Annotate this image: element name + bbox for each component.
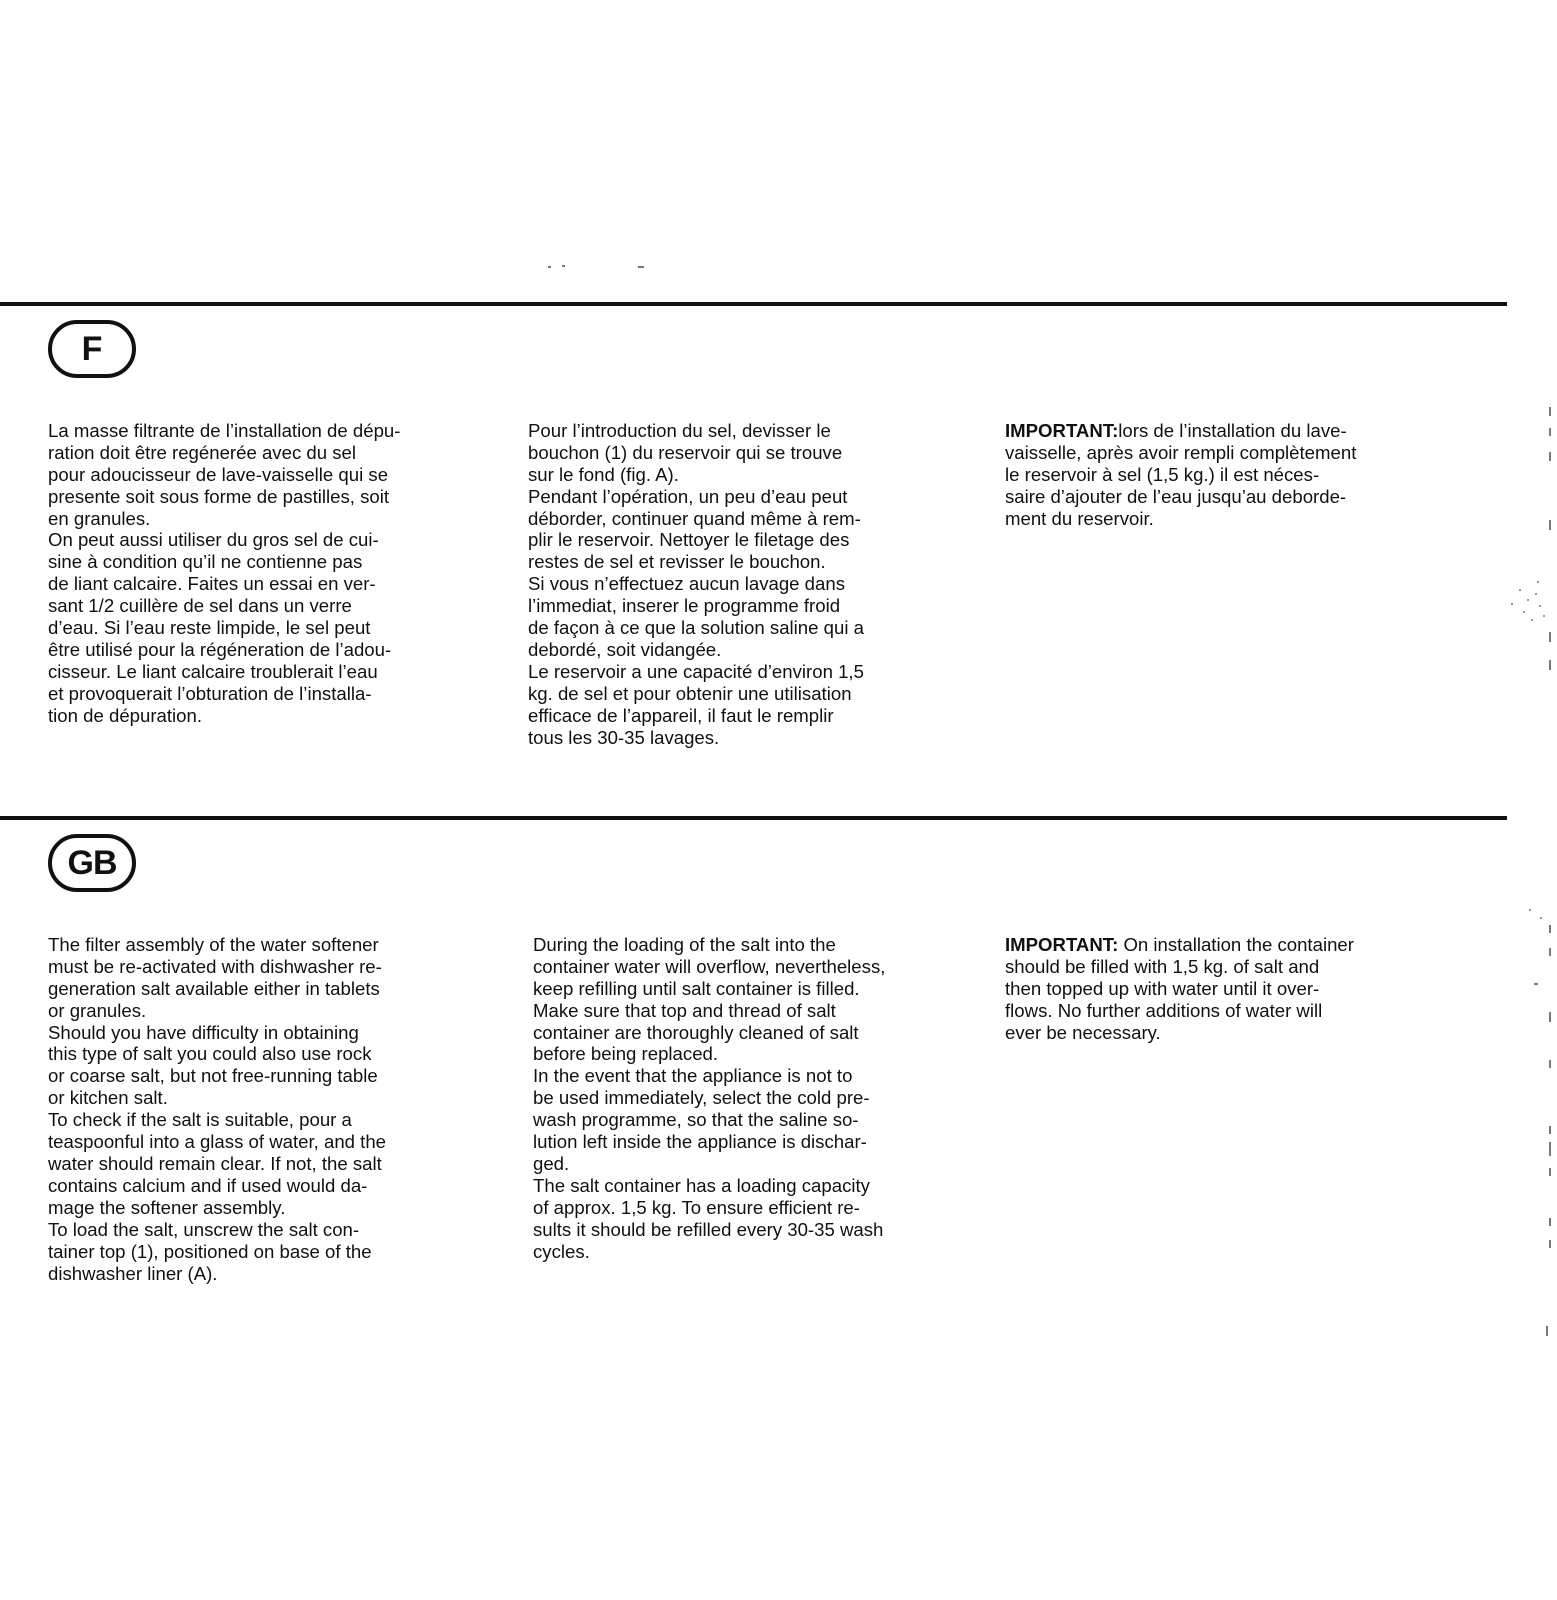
important-label: IMPORTANT: bbox=[1005, 933, 1119, 955]
paragraph-text: Pour l’introduction du sel, devisser le bouchon (1) du reservoir qui se trouve sur le fond (fig. A). Pendant l’opération, un peu d’eau peut déborder, continuer quand même à rem- plir le reservoir. Nettoyer le filetage des restes de sel et revisser le bouchon. Si vous n’effectuez aucun lavage dans l’immediat, inserer le programme froid de façon à ce que la solution saline qui a debordé, soit vidangée. Le reservoir a une capacité d’environ 1,5 kg. de sel et pour obtenir une utilisation efficace de l’appareil, il faut le remplir tous les 30-35 lavages. bbox=[528, 419, 864, 748]
important-label: IMPORTANT: bbox=[1005, 419, 1119, 441]
paragraph-text: La masse filtrante de l’installation de dépu- ration doit être regénerée avec du sel pour adoucisseur de lave-vaisselle qui se presente soit sous forme de pastilles, soit en granules. On peut aussi utiliser du gros sel de cui- sine à condition qu’il ne contienne pas de liant calcaire. Faites un essai en ver- sant 1/2 cuillère de sel dans un verre d’eau. Si l’eau reste limpide, le sel peut être utilisé pour la régéneration de l’adou- cisseur. Le liant calcaire troublerait l’eau et provoquerait l’obturation de l’installa- tion de dépuration. bbox=[48, 419, 401, 726]
language-badge-gb: GB bbox=[48, 834, 136, 892]
important-text: lors de l’installation du lave- vaisselle, après avoir rempli complètement le reservoir à sel (1,5 kg.) il est néces- saire d’ajouter de l’eau jusqu’au deborde- ment du reservoir. bbox=[1005, 419, 1357, 529]
paragraph-text: During the loading of the salt into the container water will overflow, nevertheless, keep refilling until salt container is filled. Make sure that top and thread of salt container are thoroughly cleaned of salt before being replaced. In the event that the appliance is not to be used immediately, select the cold pre- wash programme, so that the saline so- lution left inside the appliance is dischar- ged. The salt container has a loading capacity of approx. 1,5 kg. To ensure efficient re- sults it should be refilled every 30-35 wash cycles. bbox=[533, 933, 886, 1262]
language-badge-f: F bbox=[48, 320, 136, 378]
important-text: On installation the container should be filled with 1,5 kg. of salt and then topped up with water until it over- flows. No further additions of water will ever be necessary. bbox=[1005, 933, 1354, 1043]
paragraph-text: The filter assembly of the water softener must be re-activated with dishwasher re- generation salt available either in tablets or granules. Should you have difficulty in obtaining this type of salt you could also use rock or coarse salt, but not free-running table or kitchen salt. To check if the salt is suitable, pour a teaspoonful into a glass of water, and the water should remain clear. If not, the salt contains calcium and if used would da- mage the softener assembly. To load the salt, unscrew the salt con- tainer top (1), positioned on base of the dishwasher liner (A). bbox=[48, 933, 387, 1284]
